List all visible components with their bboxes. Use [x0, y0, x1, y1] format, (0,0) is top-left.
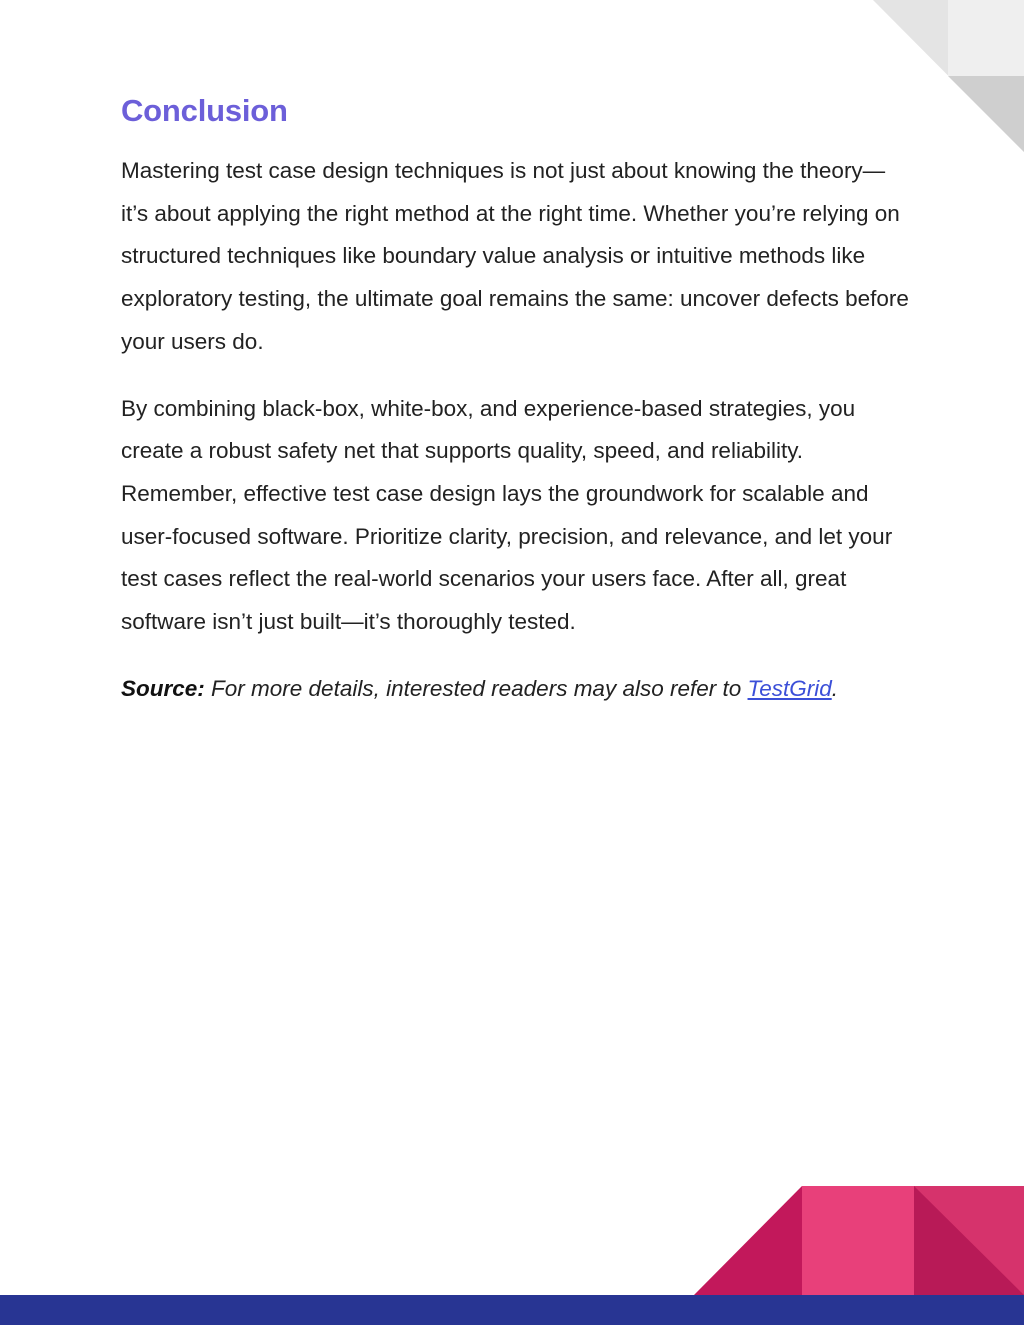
source-text: For more details, interested readers may also refer to [204, 675, 748, 701]
section-heading: Conclusion [121, 93, 288, 128]
source-trailing: . [831, 675, 838, 701]
source-label: Source: [121, 675, 205, 701]
content-area [121, 92, 911, 710]
testgrid-link[interactable]: TestGrid [747, 675, 832, 701]
footer-bar [0, 1295, 1024, 1325]
source-line [121, 668, 911, 711]
corner-decoration-bottom-right [694, 1186, 1024, 1295]
paragraph-1: Mastering test case design techniques is not just about knowing the theory—it’s about applying the right method at the right time. Whether you’re relying on structured techniques like boundary value analysis or intuitive methods like exploratory testing, the ultimate goal remains the same: uncover defects before your users do. [121, 158, 909, 354]
paragraph-2: By combining black-box, white-box, and experience-based strategies, you create a robust safety net that supports quality, speed, and reliability. Remember, effective test case design lays the groundwork for scalable and user-focused software. Prioritize clarity, precision, and relevance, and let your test cases reflect the real-world scenarios your users face. After all, great software isn’t just built—it’s thoroughly tested. [121, 395, 893, 635]
